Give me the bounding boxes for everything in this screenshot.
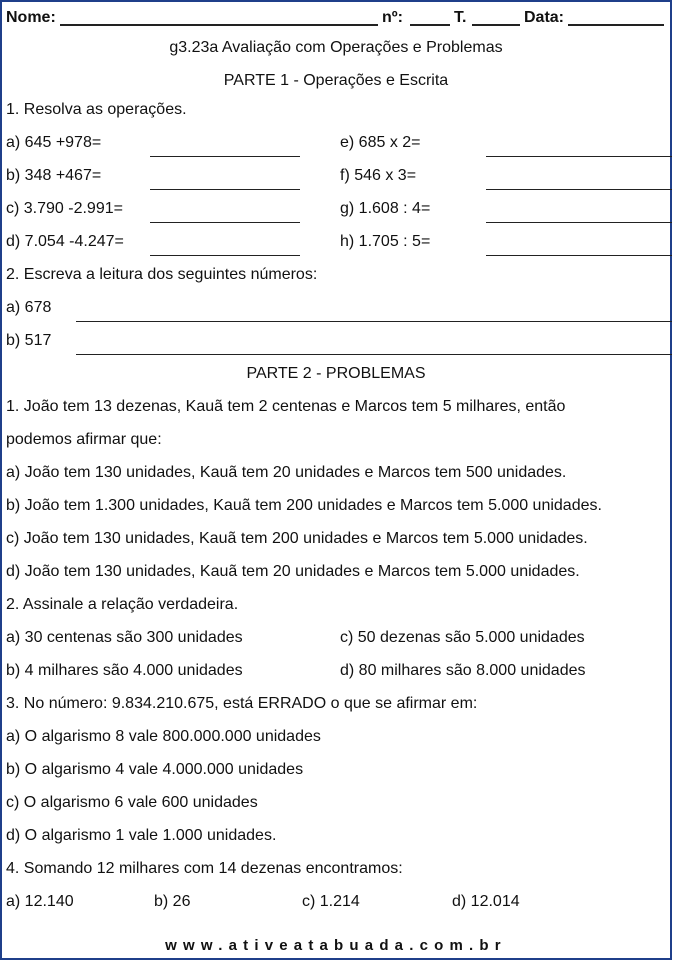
part2-q1-option-a: a) João tem 130 unidades, Kauã tem 20 unidades e Marcos tem 500 unidades. xyxy=(6,464,567,481)
answer-line-h[interactable] xyxy=(486,255,672,256)
part2-q2-option-a: a) 30 centenas são 300 unidades xyxy=(6,629,243,646)
name-field-line[interactable] xyxy=(60,24,378,26)
date-label: Data: xyxy=(524,9,565,26)
part2-q4-option-d: d) 12.014 xyxy=(452,893,520,910)
answer-line-b[interactable] xyxy=(150,189,300,190)
date-field-line[interactable] xyxy=(568,24,664,26)
operation-d: d) 7.054 -4.247= xyxy=(6,233,124,250)
part1-q2-prompt: 2. Escreva a leitura dos seguintes números: xyxy=(6,266,318,283)
part2-q4-option-b: b) 26 xyxy=(154,893,191,910)
part2-heading: PARTE 2 - PROBLEMAS xyxy=(246,365,426,382)
operation-e: e) 685 x 2= xyxy=(340,134,421,151)
answer-line-e[interactable] xyxy=(486,156,672,157)
answer-line-d[interactable] xyxy=(150,255,300,256)
part2-q1-prompt-line1: 1. João tem 13 dezenas, Kauã tem 2 centenas e Marcos tem 5 milhares, então xyxy=(6,398,566,415)
operation-c: c) 3.790 -2.991= xyxy=(6,200,123,217)
part2-q2-prompt: 2. Assinale a relação verdadeira. xyxy=(6,596,239,613)
part2-q2-option-d: d) 80 milhares são 8.000 unidades xyxy=(340,662,586,679)
part2-q1-option-d: d) João tem 130 unidades, Kauã tem 20 unidades e Marcos tem 5.000 unidades. xyxy=(6,563,580,580)
part2-q1-prompt-line2: podemos afirmar que: xyxy=(6,431,162,448)
part2-q3-option-d: d) O algarismo 1 vale 1.000 unidades. xyxy=(6,827,277,844)
class-label: T. xyxy=(454,9,467,26)
answer-line-g[interactable] xyxy=(486,222,672,223)
answer-line-f[interactable] xyxy=(486,189,672,190)
part2-q4-prompt: 4. Somando 12 milhares com 14 dezenas encontramos: xyxy=(6,860,403,877)
number-label: nº: xyxy=(382,9,403,26)
part2-q1-option-b: b) João tem 1.300 unidades, Kauã tem 200 unidades e Marcos tem 5.000 unidades. xyxy=(6,497,602,514)
part1-q1-prompt: 1. Resolva as operações. xyxy=(6,101,187,118)
part2-q3-option-b: b) O algarismo 4 vale 4.000.000 unidades xyxy=(6,761,304,778)
part2-q2-option-c: c) 50 dezenas são 5.000 unidades xyxy=(340,629,585,646)
number-item-a: a) 678 xyxy=(6,299,52,316)
operation-f: f) 546 x 3= xyxy=(340,167,417,184)
part2-q1-option-c: c) João tem 130 unidades, Kauã tem 200 unidades e Marcos tem 5.000 unidades. xyxy=(6,530,588,547)
reading-line-b[interactable] xyxy=(76,354,672,355)
operation-a: a) 645 +978= xyxy=(6,134,102,151)
part2-q3-option-a: a) O algarismo 8 vale 800.000.000 unidades xyxy=(6,728,321,745)
name-label: Nome: xyxy=(6,9,56,26)
reading-line-a[interactable] xyxy=(76,321,672,322)
operation-h: h) 1.705 : 5= xyxy=(340,233,431,250)
footer-website: www.ativeatabuada.com.br xyxy=(165,937,507,954)
number-item-b: b) 517 xyxy=(6,332,52,349)
part2-q3-prompt: 3. No número: 9.834.210.675, está ERRADO o que se afirmar em: xyxy=(6,695,478,712)
operation-g: g) 1.608 : 4= xyxy=(340,200,431,217)
answer-line-a[interactable] xyxy=(150,156,300,157)
part2-q3-option-c: c) O algarismo 6 vale 600 unidades xyxy=(6,794,258,811)
worksheet-title: g3.23a Avaliação com Operações e Problemas xyxy=(169,39,503,56)
number-field-line[interactable] xyxy=(410,24,450,26)
part1-heading: PARTE 1 - Operações e Escrita xyxy=(223,72,449,89)
class-field-line[interactable] xyxy=(472,24,520,26)
part2-q4-option-a: a) 12.140 xyxy=(6,893,74,910)
part2-q4-option-c: c) 1.214 xyxy=(302,893,360,910)
operation-b: b) 348 +467= xyxy=(6,167,102,184)
answer-line-c[interactable] xyxy=(150,222,300,223)
part2-q2-option-b: b) 4 milhares são 4.000 unidades xyxy=(6,662,243,679)
